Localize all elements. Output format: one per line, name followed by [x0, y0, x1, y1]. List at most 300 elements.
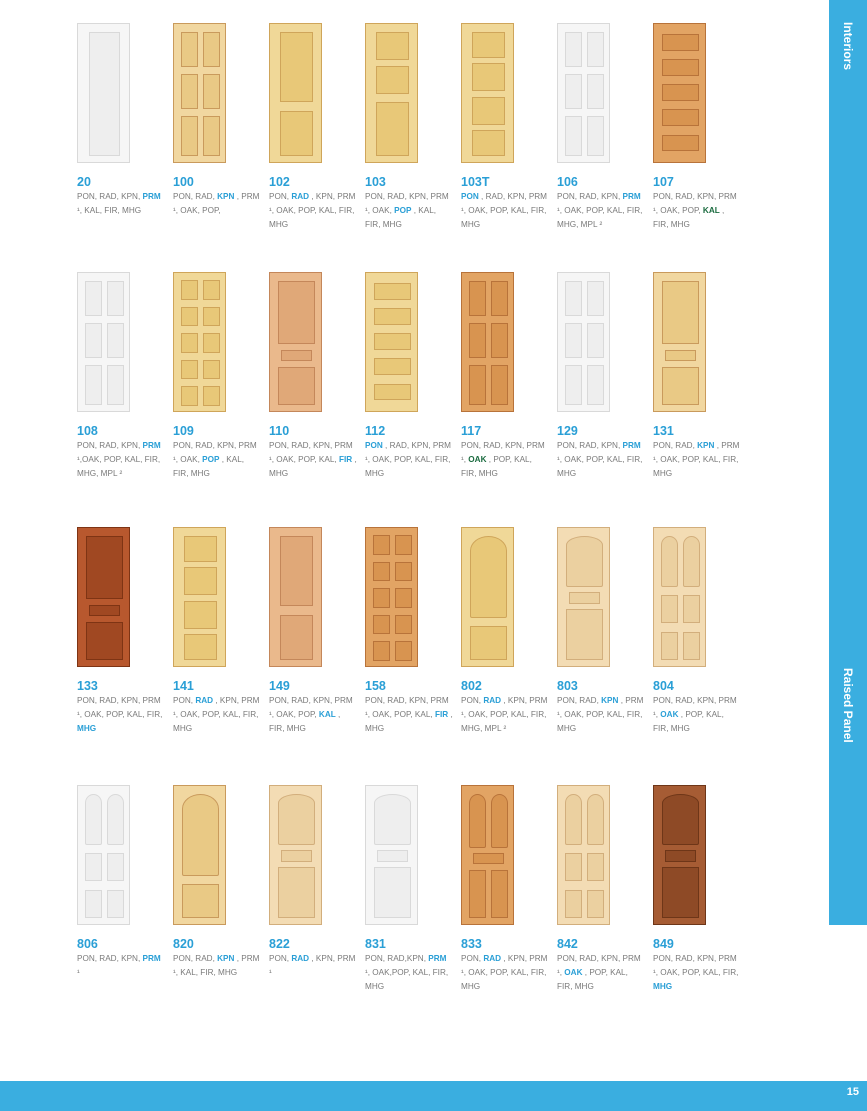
door-image [269, 23, 322, 163]
species-text: , [236, 954, 239, 963]
door-panel [203, 280, 220, 300]
species-text: ¹, OAK, POP, [557, 455, 605, 464]
species-text: PRM ¹, OAK, POP, [461, 954, 548, 977]
species-text: KAL, FIR, MHG [557, 968, 628, 991]
species-highlight: POP [394, 206, 412, 215]
species-text: , POP, [488, 455, 512, 464]
door-card-141 [173, 527, 261, 736]
species-text: PRM ¹, OAK, [365, 192, 449, 215]
door-image [365, 272, 418, 412]
section-sidebar [829, 0, 867, 925]
page-number: 15 [846, 1086, 859, 1098]
door-species-list [461, 439, 549, 481]
door-species-list [173, 694, 261, 736]
door-panel [184, 601, 218, 629]
door-panel [107, 853, 124, 881]
species-text: PRM ¹, OAK, POP, [173, 696, 260, 719]
species-text: KAL, FIR, MHG [365, 968, 449, 991]
species-text: PON, [173, 696, 194, 705]
species-text: PON, RAD, [653, 441, 695, 450]
door-card-806 [77, 785, 165, 980]
door-image [365, 527, 418, 667]
door-species-list [269, 694, 357, 736]
species-highlight: PRM [142, 441, 161, 450]
species-text: ¹, OAK, POP, [557, 206, 605, 215]
species-highlight: RAD [195, 696, 214, 705]
door-panel [184, 634, 218, 659]
door-image [77, 272, 130, 412]
door-panel [184, 567, 218, 595]
species-text: KAL, FIR, MHG [461, 455, 532, 478]
door-image [173, 272, 226, 412]
species-text: KAL, FIR, MHG, [77, 455, 161, 478]
species-text: , FIR, MHG [653, 206, 725, 229]
door-panel [587, 365, 604, 404]
species-text: PON, RAD, KPN, [77, 696, 141, 705]
door-panel [280, 615, 314, 660]
species-text: PON, RAD, KPN, [77, 954, 141, 963]
door-panel [565, 74, 582, 109]
species-highlight: PRM [142, 192, 161, 201]
door-card-100 [173, 23, 261, 218]
species-text: PON, RAD, [173, 954, 215, 963]
species-text: , POP, [680, 710, 704, 719]
door-card-103T [461, 23, 549, 232]
door-model-number: 106 [557, 175, 578, 189]
door-panel [665, 850, 697, 861]
door-card-131 [653, 272, 741, 481]
species-highlight: PRM [622, 441, 641, 450]
door-panel [181, 74, 198, 109]
door-image [173, 527, 226, 667]
door-panel [89, 32, 121, 155]
door-species-list [653, 190, 741, 232]
door-panel [662, 34, 699, 51]
door-panel [469, 365, 486, 404]
species-text: PRM ¹, OAK, [173, 441, 257, 464]
species-highlight: POP [202, 455, 220, 464]
door-image [269, 785, 322, 925]
door-panel [373, 562, 390, 582]
species-text: PON, RAD, KPN, [269, 696, 333, 705]
door-panel [374, 308, 411, 325]
species-text: KAL, FIR, MHG [461, 968, 547, 991]
door-card-133 [77, 527, 165, 736]
door-card-849 [653, 785, 741, 994]
door-model-number: 831 [365, 937, 386, 951]
species-text: PON, RAD, KPN, [653, 696, 717, 705]
door-panel [280, 111, 314, 156]
door-model-number: 833 [461, 937, 482, 951]
door-panel [374, 384, 411, 401]
door-panel [281, 850, 313, 861]
species-text: PON, RAD, KPN, [557, 954, 621, 963]
door-species-list [653, 694, 741, 736]
door-model-number: 806 [77, 937, 98, 951]
species-text: PRM ¹, OAK, POP, [461, 696, 548, 719]
door-panel [181, 116, 198, 155]
door-panel [469, 870, 486, 918]
door-image [173, 23, 226, 163]
door-card-842 [557, 785, 645, 994]
door-image [269, 272, 322, 412]
door-model-number: 141 [173, 679, 194, 693]
door-panel [281, 350, 313, 361]
species-highlight: PRM [622, 192, 641, 201]
species-text: , MHG [269, 455, 357, 478]
door-card-107 [653, 23, 741, 232]
species-text: PRM ¹, OAK, POP, [653, 192, 737, 215]
door-panel [181, 32, 198, 67]
door-model-number: 103 [365, 175, 386, 189]
species-text: KAL, FIR, MHG [557, 455, 643, 478]
species-text: PON, RAD, KPN, [557, 441, 621, 450]
species-text: KAL, FIR, MHG [653, 455, 739, 478]
door-panel [491, 365, 508, 404]
door-species-list [653, 952, 741, 994]
door-panel [395, 615, 412, 635]
door-panel [395, 588, 412, 608]
species-text: KAL, FIR, MHG [653, 710, 724, 733]
door-panel [662, 367, 699, 405]
species-text: PON, RAD, [173, 192, 215, 201]
door-panel [683, 632, 700, 660]
door-panel [661, 536, 678, 586]
door-panel [203, 307, 220, 327]
species-highlight: RAD [483, 696, 502, 705]
door-card-20 [77, 23, 165, 218]
species-text: MHG [218, 968, 238, 977]
door-panel [181, 333, 198, 353]
door-panel [182, 884, 219, 918]
species-text: PON, RAD, KPN, [365, 192, 429, 201]
species-text: PRM ¹, [461, 441, 545, 464]
species-text: PRM ¹, OAK, POP, [557, 696, 644, 719]
species-text: , [413, 206, 416, 215]
species-highlight: KAL [702, 206, 720, 215]
door-panel [587, 281, 604, 316]
species-text: , KPN, [311, 192, 336, 201]
species-text: PRM ¹, OAK, POP, [269, 441, 353, 464]
door-panel [587, 853, 604, 881]
door-species-list [557, 439, 645, 481]
door-panel [662, 794, 699, 844]
door-card-803 [557, 527, 645, 736]
door-panel [470, 536, 507, 617]
door-image [77, 23, 130, 163]
door-panel [565, 32, 582, 67]
door-species-list [557, 952, 645, 994]
species-text: PRM ¹, OAK, POP, [269, 192, 356, 215]
door-panel [395, 535, 412, 555]
door-species-list [269, 439, 357, 481]
door-panel [565, 323, 582, 358]
species-text: , KPN, [503, 696, 528, 705]
species-highlight: OAK [468, 455, 487, 464]
species-text: KAL, FIR, MHG [365, 455, 451, 478]
door-card-103 [365, 23, 453, 232]
species-text: MPL ² [100, 469, 123, 478]
door-panel [662, 867, 699, 917]
door-model-number: 802 [461, 679, 482, 693]
door-species-list [269, 952, 357, 980]
species-text: , RAD, KPN, [385, 441, 431, 450]
door-model-number: 100 [173, 175, 194, 189]
door-panel [376, 102, 410, 155]
door-species-list [365, 439, 453, 481]
species-text: KAL, FIR, MHG, [557, 206, 643, 229]
door-model-number: 149 [269, 679, 290, 693]
door-model-number: 131 [653, 424, 674, 438]
species-highlight: KPN [697, 441, 715, 450]
door-panel [587, 890, 604, 918]
door-panel [374, 794, 411, 844]
door-panel [85, 365, 102, 404]
door-panel [683, 595, 700, 623]
door-panel [374, 333, 411, 350]
species-text: PRM ¹, KAL, FIR, [173, 954, 260, 977]
species-highlight: RAD [291, 954, 310, 963]
door-panel [278, 281, 315, 344]
door-species-list [77, 190, 165, 218]
door-image [173, 785, 226, 925]
door-card-802 [461, 527, 549, 736]
species-text: , [221, 455, 224, 464]
species-text: PON, [269, 192, 290, 201]
door-panel [203, 360, 220, 380]
species-highlight: KPN [217, 954, 235, 963]
species-highlight: PON [365, 441, 383, 450]
door-model-number: 822 [269, 937, 290, 951]
door-card-833 [461, 785, 549, 994]
door-species-list [461, 190, 549, 232]
door-panel [373, 615, 390, 635]
species-text: KAL, FIR, MHG [269, 206, 355, 229]
species-text: PRM ¹, OAK, POP, [653, 441, 740, 464]
door-model-number: 842 [557, 937, 578, 951]
door-species-list [77, 952, 165, 980]
door-card-158 [365, 527, 453, 736]
door-panel [376, 66, 410, 94]
door-panel [565, 365, 582, 404]
door-panel [107, 323, 124, 358]
species-text: PON, RAD, KPN, [365, 696, 429, 705]
door-panel [203, 386, 220, 406]
door-panel [107, 890, 124, 918]
species-text: PRM ¹, OAK, POP, [461, 192, 548, 215]
door-panel [395, 562, 412, 582]
species-text: ¹ [77, 968, 80, 977]
door-panel [491, 323, 508, 358]
door-panel [587, 323, 604, 358]
door-card-831 [365, 785, 453, 994]
door-species-list [461, 694, 549, 736]
door-species-list [365, 952, 453, 994]
door-panel [472, 32, 506, 57]
door-panel [587, 32, 604, 67]
door-panel [85, 323, 102, 358]
door-image [557, 272, 610, 412]
door-card-102 [269, 23, 357, 232]
species-text: PRM ¹, [653, 696, 737, 719]
species-highlight: KPN [601, 696, 619, 705]
door-panel [662, 135, 699, 152]
door-model-number: 849 [653, 937, 674, 951]
door-panel [566, 609, 603, 659]
species-highlight: KAL [318, 710, 336, 719]
door-panel [469, 794, 486, 847]
door-panel [373, 641, 390, 661]
species-text: PRM ¹, OAK, POP, [77, 696, 161, 719]
door-image [557, 785, 610, 925]
door-panel [184, 536, 218, 561]
door-panel [491, 281, 508, 316]
species-highlight: OAK [660, 710, 679, 719]
door-species-list [365, 694, 453, 736]
door-species-list [461, 952, 549, 994]
door-image [365, 23, 418, 163]
door-panel [565, 890, 582, 918]
door-model-number: 20 [77, 175, 91, 189]
door-panel [203, 74, 220, 109]
door-image [653, 23, 706, 163]
door-panel [89, 605, 121, 616]
door-panel [473, 853, 505, 864]
species-text: PON, RAD, KPN, [461, 441, 525, 450]
door-panel [85, 794, 102, 844]
species-text: ¹, KAL, FIR, [77, 206, 120, 215]
door-image [653, 527, 706, 667]
species-text: PON, RAD, [557, 696, 599, 705]
door-panel [469, 323, 486, 358]
door-image [77, 785, 130, 925]
door-card-110 [269, 272, 357, 481]
species-text: PRM ¹, OAK, POP, [269, 696, 353, 719]
door-card-109 [173, 272, 261, 481]
species-highlight: OAK [564, 968, 583, 977]
species-text: KAL, FIR, MHG [461, 206, 547, 229]
door-species-list [269, 190, 357, 232]
species-text: , KPN, [503, 954, 528, 963]
door-panel [661, 595, 678, 623]
species-text: , POP, [584, 968, 608, 977]
door-model-number: 108 [77, 424, 98, 438]
door-panel [491, 870, 508, 918]
species-text: KAL, [414, 710, 433, 719]
door-panel [472, 97, 506, 125]
species-text: PON, RAD, KPN, [77, 441, 141, 450]
door-panel [665, 350, 697, 361]
door-panel [472, 63, 506, 91]
species-text: PON, RAD, KPN, [653, 954, 717, 963]
species-text: PON, RAD, KPN, [653, 192, 717, 201]
door-species-list [77, 439, 165, 481]
door-panel [85, 890, 102, 918]
door-panel [85, 853, 102, 881]
door-panel [280, 32, 314, 102]
door-card-149 [269, 527, 357, 736]
door-card-129 [557, 272, 645, 481]
door-species-list [557, 190, 645, 232]
door-panel [86, 536, 123, 599]
door-image [557, 23, 610, 163]
door-model-number: 112 [365, 424, 386, 438]
door-panel [565, 853, 582, 881]
door-panel [662, 109, 699, 126]
door-image [461, 23, 514, 163]
species-text: KAL, FIR, MHG [173, 710, 259, 733]
door-model-number: 110 [269, 424, 290, 438]
door-card-108 [77, 272, 165, 481]
door-panel [280, 536, 314, 606]
species-text: PON, RAD, KPN, [557, 192, 621, 201]
door-panel [565, 794, 582, 844]
door-panel [374, 358, 411, 375]
species-text: PRM ¹, OAK, POP, [653, 954, 737, 977]
species-text: PON, [461, 954, 482, 963]
species-text: , KPN, [311, 954, 336, 963]
species-highlight: PRM [428, 954, 447, 963]
door-image [269, 527, 322, 667]
species-text: PON, RAD, KPN, [77, 192, 141, 201]
door-panel [203, 116, 220, 155]
door-panel [181, 307, 198, 327]
species-text: , KPN, [215, 696, 240, 705]
door-image [557, 527, 610, 667]
species-text: PRM ¹, OAK, POP, [173, 192, 260, 215]
door-panel [472, 130, 506, 155]
door-image [461, 785, 514, 925]
species-text: , [620, 696, 623, 705]
door-model-number: 129 [557, 424, 578, 438]
species-text: PON, RAD, KPN, [269, 441, 333, 450]
door-card-117 [461, 272, 549, 481]
door-panel [566, 536, 603, 586]
door-model-number: 803 [557, 679, 578, 693]
species-highlight: MHG [77, 724, 97, 733]
species-text: PON, RAD,KPN, [365, 954, 426, 963]
door-card-804 [653, 527, 741, 736]
door-species-list [173, 952, 261, 980]
door-panel [662, 84, 699, 101]
door-image [461, 272, 514, 412]
door-card-820 [173, 785, 261, 980]
door-panel [181, 280, 198, 300]
species-highlight: FIR [338, 455, 353, 464]
species-text: KAL, FIR, MHG [557, 710, 643, 733]
species-text: , [716, 441, 719, 450]
door-panel [107, 794, 124, 844]
door-panel [86, 622, 123, 660]
door-panel [683, 536, 700, 586]
species-text: PRM ¹, OAK, POP, [365, 696, 449, 719]
door-panel [181, 386, 198, 406]
door-card-106 [557, 23, 645, 232]
door-panel [85, 281, 102, 316]
door-panel [565, 281, 582, 316]
door-panel [470, 626, 507, 660]
species-highlight: FIR [434, 710, 449, 719]
species-highlight: MHG [653, 982, 673, 991]
species-text: KAL, FIR, MHG [365, 206, 437, 229]
door-panel [374, 867, 411, 917]
species-text: , RAD, KPN, [481, 192, 527, 201]
door-panel [587, 74, 604, 109]
door-panel [278, 367, 315, 405]
door-model-number: 102 [269, 175, 290, 189]
door-panel [374, 283, 411, 300]
door-panel [278, 867, 315, 917]
